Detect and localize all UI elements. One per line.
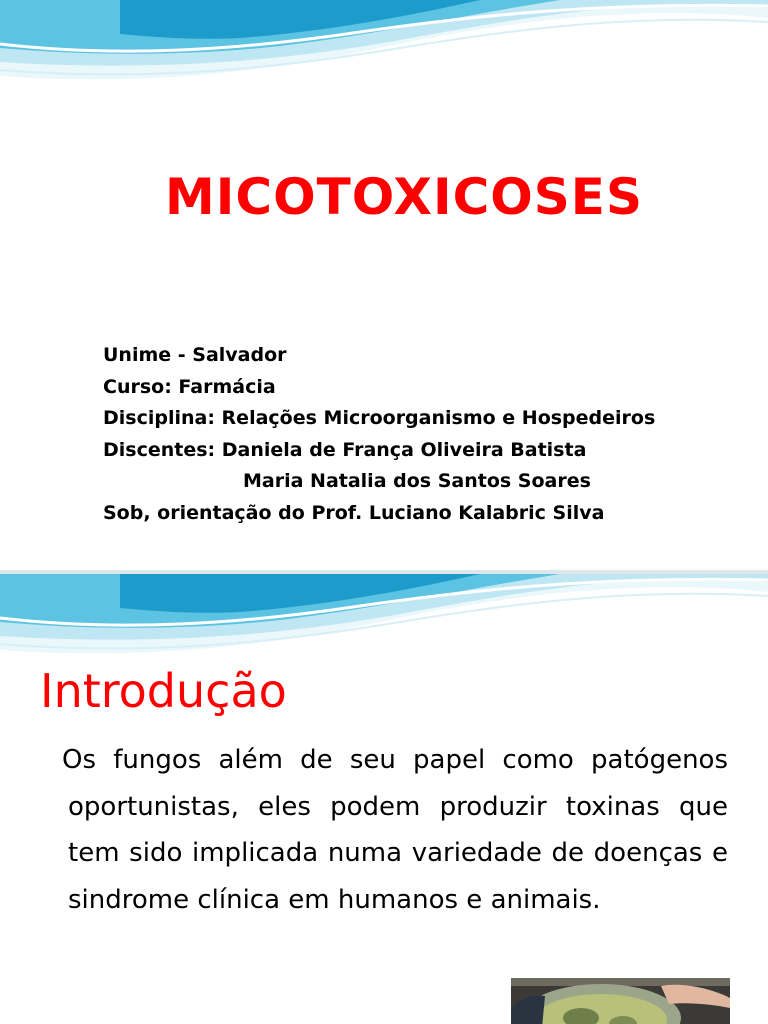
discipline-line: Disciplina: Relações Microorganismo e Hospedeiros [103,407,656,429]
petri-dish-photo [511,978,730,1024]
introduction-paragraph: Os fungos além de seu papel como patógenos oportunistas, eles podem produzir toxinas que tem sido implicada numa variedade de doenças e sindrome clínica em humanos e animais. [62,745,728,915]
introduction-slide [0,574,768,1024]
credits-block [103,340,655,529]
advisor-line: Sob, orientação do Prof. Luciano Kalabric Silva [103,501,605,524]
section-title: Introdução [40,664,287,718]
course-line: Curso: Farmácia [103,375,276,398]
wave-header-decoration [0,0,768,90]
institution-line: Unime - Salvador [103,344,287,366]
presentation-title: MICOTOXICOSES [165,168,643,226]
students-line-continued: Maria Natalia dos Santos Soares [243,470,591,492]
wave-header-decoration [0,574,768,664]
students-line: Discentes: Daniela de França Oliveira Batista [103,438,587,461]
